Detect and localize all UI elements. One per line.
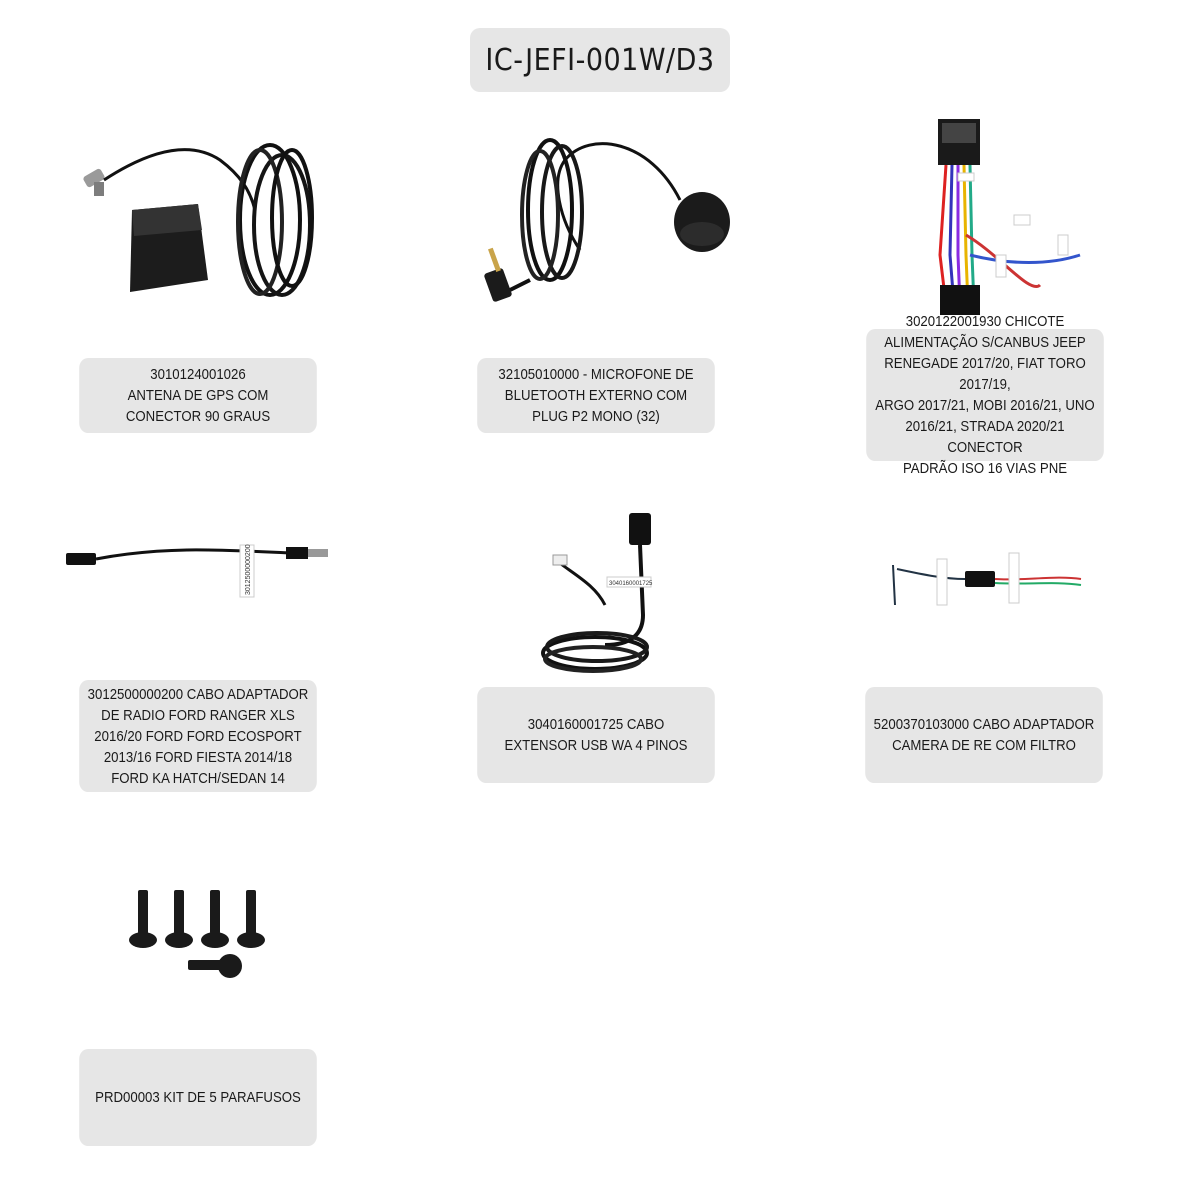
item-caption-usb-cable: 3040160001725 CABO EXTENSOR USB WA 4 PINOS <box>477 687 715 783</box>
item-caption-wiring-harness: 3020122001930 CHICOTE ALIMENTAÇÃO S/CANBUS JEEP RENEGADE 2017/20, FIAT TORO 2017/19, ARGO 2017/21, MOBI 2016/21, UNO 2016/21, STRADA 2020/21 CONECTOR PADRÃO ISO 16 VIAS PNE <box>866 329 1104 461</box>
usb-cable-tag: 3040160001725 <box>609 581 653 587</box>
item-caption-gps-antenna: 3010124001026 ANTENA DE GPS COM CONECTOR 90 GRAUS <box>79 358 317 433</box>
item-caption-camera-cable: 5200370103000 CABO ADAPTADOR CAMERA DE RE COM FILTRO <box>865 687 1103 783</box>
gps-antenna-icon <box>70 130 340 310</box>
usb-cable-icon <box>535 505 675 680</box>
radio-adapter-cable-icon <box>60 535 340 605</box>
item-caption-screws: PRD00003 KIT DE 5 PARAFUSOS <box>79 1049 317 1146</box>
radio-cable-tag: 3012500000200 <box>245 544 252 595</box>
camera-cable-icon <box>885 545 1085 615</box>
wiring-harness-icon <box>910 115 1100 325</box>
page-title: IC-JEFI-001W/D3 <box>470 28 730 92</box>
screws-icon <box>120 880 280 990</box>
item-caption-radio-adapter: 3012500000200 CABO ADAPTADOR DE RADIO FORD RANGER XLS 2016/20 FORD FORD ECOSPORT 2013/16 FORD FIESTA 2014/18 FORD KA HATCH/SEDAN 14 <box>79 680 317 792</box>
item-caption-microphone: 32105010000 - MICROFONE DE BLUETOOTH EXTERNO COM PLUG P2 MONO (32) <box>477 358 715 433</box>
microphone-icon <box>470 130 740 310</box>
